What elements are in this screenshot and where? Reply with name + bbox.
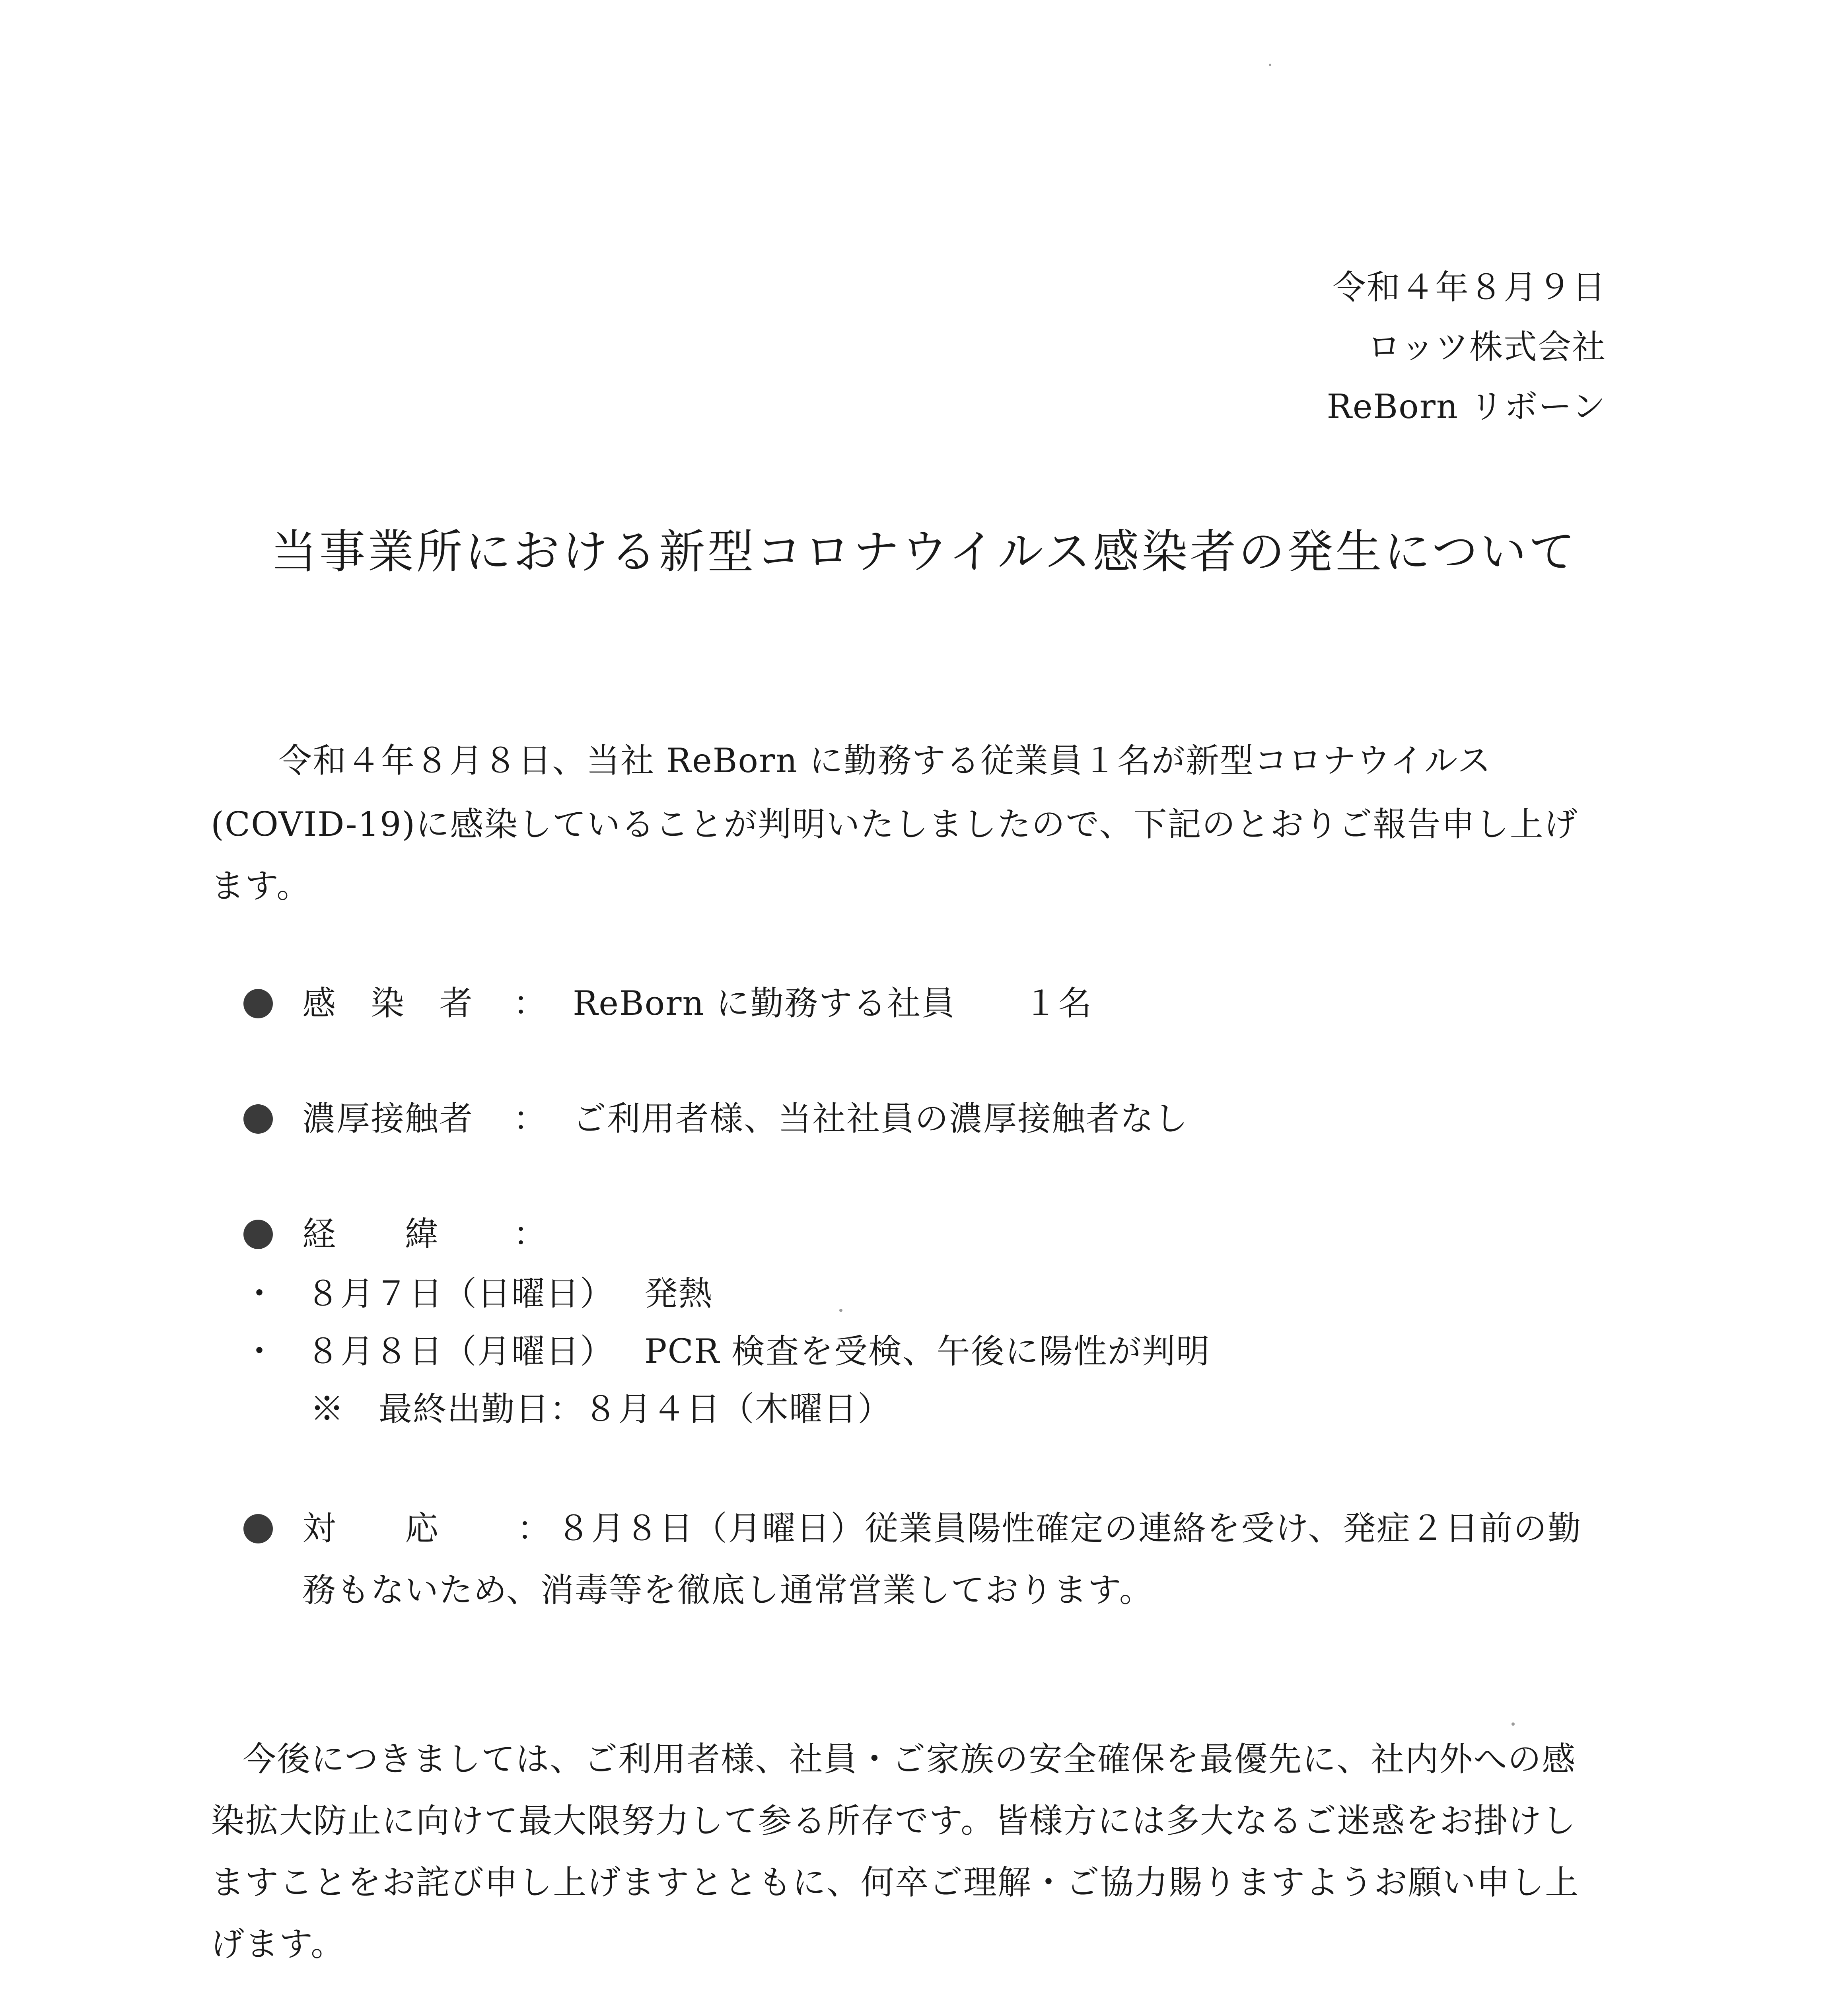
response-line-1: ８月８日（月曜日）従業員陽性確定の連絡を受け、発症２日前の勤 — [557, 1509, 1582, 1548]
history-entry-2-text: PCR 検査を受検、午後に陽性が判明 — [644, 1332, 1210, 1371]
history-note: ※ 最終出勤日：８月４日（木曜日） — [310, 1390, 892, 1428]
response-label: 対 応 — [302, 1509, 440, 1548]
bullet-icon — [243, 1220, 273, 1249]
facility-name: ReBorn リボーン — [1327, 387, 1606, 426]
history-entry-2-date: ８月８日（月曜日） — [306, 1332, 615, 1371]
intro-line-3: ます。 — [211, 866, 311, 905]
intro-line-2: (COVID-19)に感染していることが判明いたしましたので、下記のとおりご報告申し上げ — [211, 805, 1578, 844]
scan-speck — [1269, 64, 1271, 66]
history-entry-2-mark: ・ — [243, 1332, 276, 1371]
closing-line-3: ますことをお詫び申し上げますとともに、何卒ご理解・ご協力賜りますようお願い申し上 — [211, 1863, 1580, 1902]
intro-line-1: 令和４年８月８日、当社 ReBorn に勤務する従業員１名が新型コロナウイルス — [278, 741, 1492, 780]
closing-line-2: 染拡大防止に向けて最大限努力して参る所存です。皆様方には多大なるご迷惑をお掛けし — [211, 1801, 1577, 1840]
history-colon: ： — [513, 1214, 548, 1253]
history-entry-1-date: ８月７日（日曜日） — [306, 1274, 615, 1313]
infected-value: ReBorn に勤務する社員 １名 — [573, 984, 1093, 1023]
history-label: 経 緯 — [302, 1214, 440, 1253]
document-title: 当事業所における新型コロナウイルス感染者の発生について — [270, 525, 1578, 579]
contact-colon: ： — [513, 1099, 548, 1138]
company-name: ロッツ株式会社 — [1367, 327, 1606, 366]
bullet-icon — [243, 1514, 273, 1543]
bullet-icon — [243, 1104, 273, 1134]
contact-value: ご利用者様、当社社員の濃厚接触者なし — [573, 1099, 1189, 1138]
history-entry-1-text: 発熱 — [644, 1274, 713, 1313]
issue-date: 令和４年８月９日 — [1332, 268, 1606, 307]
closing-line-4: げます。 — [211, 1925, 345, 1964]
history-entry-1-mark: ・ — [243, 1274, 276, 1313]
infected-label: 感 染 者 — [302, 984, 474, 1023]
scan-speck — [1511, 1722, 1515, 1726]
response-line-2: 務もないため、消毒等を徹底し通常営業しております。 — [302, 1571, 1154, 1609]
contact-label: 濃厚接触者 — [302, 1099, 474, 1138]
bullet-icon — [243, 989, 273, 1018]
scan-speck — [839, 1309, 842, 1312]
response-colon: ： — [517, 1509, 552, 1548]
infected-colon: ： — [513, 984, 548, 1023]
closing-line-1: 今後につきましては、ご利用者様、社員・ご家族の安全確保を最優先に、社内外への感 — [243, 1740, 1576, 1779]
